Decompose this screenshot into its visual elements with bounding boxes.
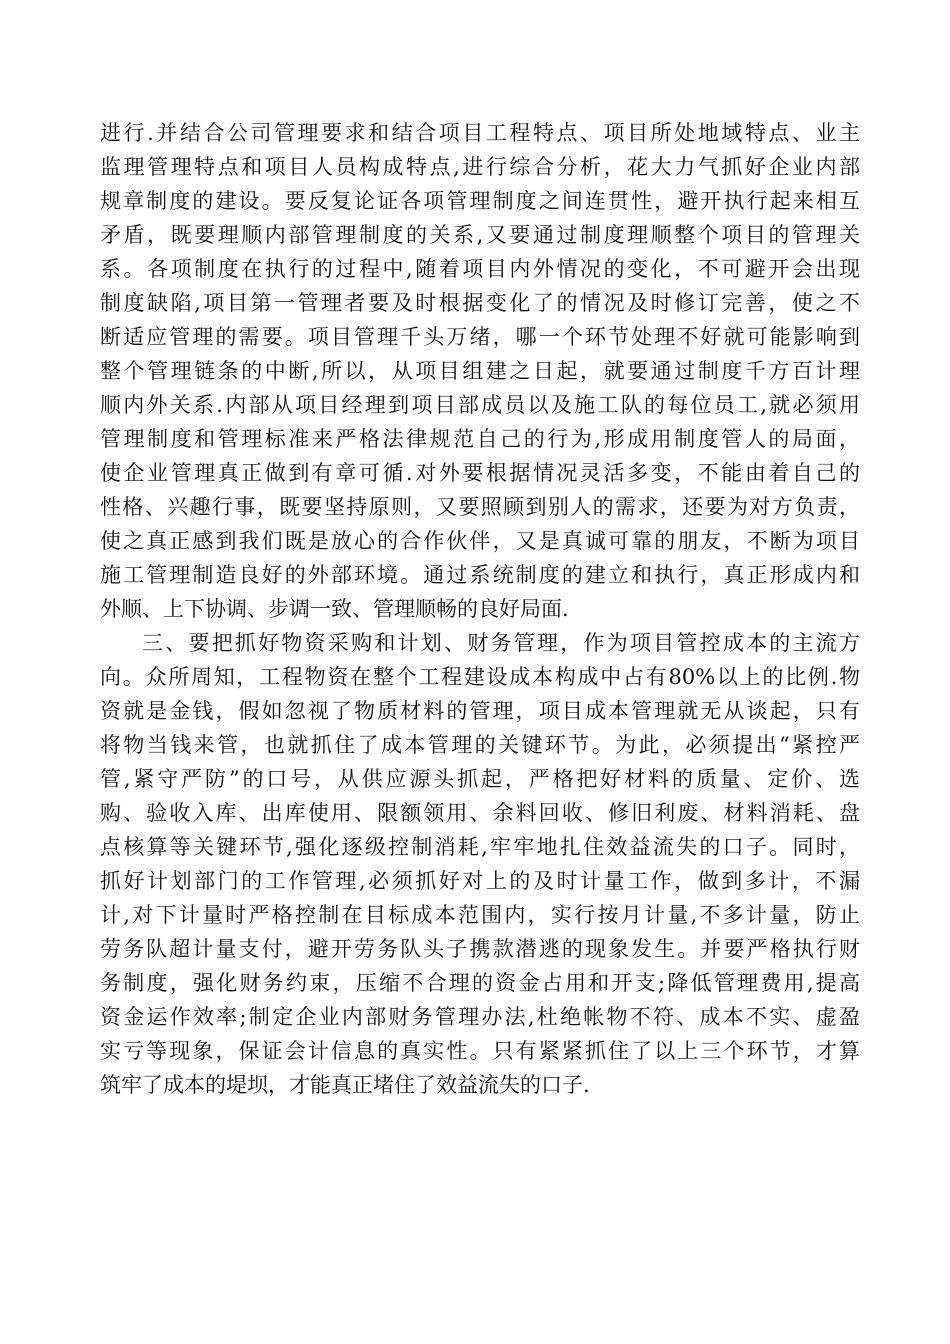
text-line: 系。各项制度在执行的过程中,随着项目内外情况的变化，不可避开会出现: [100, 257, 860, 281]
paragraph: [100, 626, 860, 1102]
text-line: 使之真正感到我们既是放心的合作伙伴，又是真诚可靠的朋友，不断为项目: [100, 529, 860, 553]
text-line: 抓好计划部门的工作管理,必须抓好对上的及时计量工作，做到多计，不漏: [100, 869, 860, 893]
text-line: 监理管理特点和项目人员构成特点,进行综合分析，花大力气抓好企业内部: [100, 155, 860, 179]
text-line: 资就是金钱，假如忽视了物质材料的管理，项目成本管理就无从谈起，只有: [100, 699, 860, 723]
text-line: 规章制度的建设。要反复论证各项管理制度之间连贯性，避开执行起来相互: [100, 189, 860, 213]
text-line: 进行.并结合公司管理要求和结合项目工程特点、项目所处地域特点、业主: [100, 121, 860, 145]
text-line: 向。众所周知，工程物资在整个工程建设成本构成中占有80%以上的比例.物: [100, 665, 860, 689]
text-line: 筑牢了成本的堤坝，才能真正堵住了效益流失的口子.: [100, 1073, 590, 1097]
text-line: 整个管理链条的中断,所以，从项目组建之日起，就要通过制度千方百计理: [100, 359, 860, 383]
document-body: [100, 116, 860, 1102]
text-line: 制度缺陷,项目第一管理者要及时根据变化了的情况及时修订完善，使之不: [100, 291, 860, 315]
text-line: 顺内外关系.内部从项目经理到项目部成员以及施工队的每位员工,就必须用: [100, 393, 860, 417]
text-line: 实亏等现象，保证会计信息的真实性。只有紧紧抓住了以上三个环节，才算: [100, 1039, 860, 1063]
text-line: 资金运作效率;制定企业内部财务管理办法,杜绝帐物不符、成本不实、虚盈: [100, 1005, 860, 1029]
text-line: 购、验收入库、出库使用、限额领用、余料回收、修旧利废、材料消耗、盘: [100, 801, 860, 825]
text-line: 将物当钱来管，也就抓住了成本管理的关键环节。为此，必须提出“紧控严: [100, 733, 860, 757]
text-line: 计,对下计量时严格控制在目标成本范围内，实行按月计量,不多计量，防止: [100, 903, 860, 927]
text-line: 管理制度和管理标准来严格法律规范自己的行为,形成用制度管人的局面，: [100, 427, 860, 451]
text-line: 点核算等关键环节,强化逐级控制消耗,牢牢地扎住效益流失的口子。同时，: [100, 835, 860, 859]
text-line: 施工管理制造良好的外部环境。通过系统制度的建立和执行，真正形成内和: [100, 563, 860, 587]
text-line: 劳务队超计量支付，避开劳务队头子携款潜逃的现象发生。并要严格执行财: [100, 937, 860, 961]
text-line: 三、要把抓好物资采购和计划、财务管理，作为项目管控成本的主流方: [142, 631, 860, 655]
text-line: 断适应管理的需要。项目管理千头万绪，哪一个环节处理不好就可能影响到: [100, 325, 860, 349]
text-line: 性格、兴趣行事，既要坚持原则，又要照顾到别人的需求，还要为对方负责，: [100, 495, 860, 519]
text-line: 管,紧守严防”的口号，从供应源头抓起，严格把好材料的质量、定价、选: [100, 767, 860, 791]
text-line: 矛盾，既要理顺内部管理制度的关系,又要通过制度理顺整个项目的管理关: [100, 223, 860, 247]
text-line: 务制度，强化财务约束，压缩不合理的资金占用和开支;降低管理费用,提高: [100, 971, 860, 995]
paragraph: [100, 116, 860, 626]
text-line: 外顺、上下协调、步调一致、管理顺畅的良好局面.: [100, 597, 569, 621]
text-line: 使企业管理真正做到有章可循.对外要根据情况灵活多变，不能由着自己的: [100, 461, 860, 485]
